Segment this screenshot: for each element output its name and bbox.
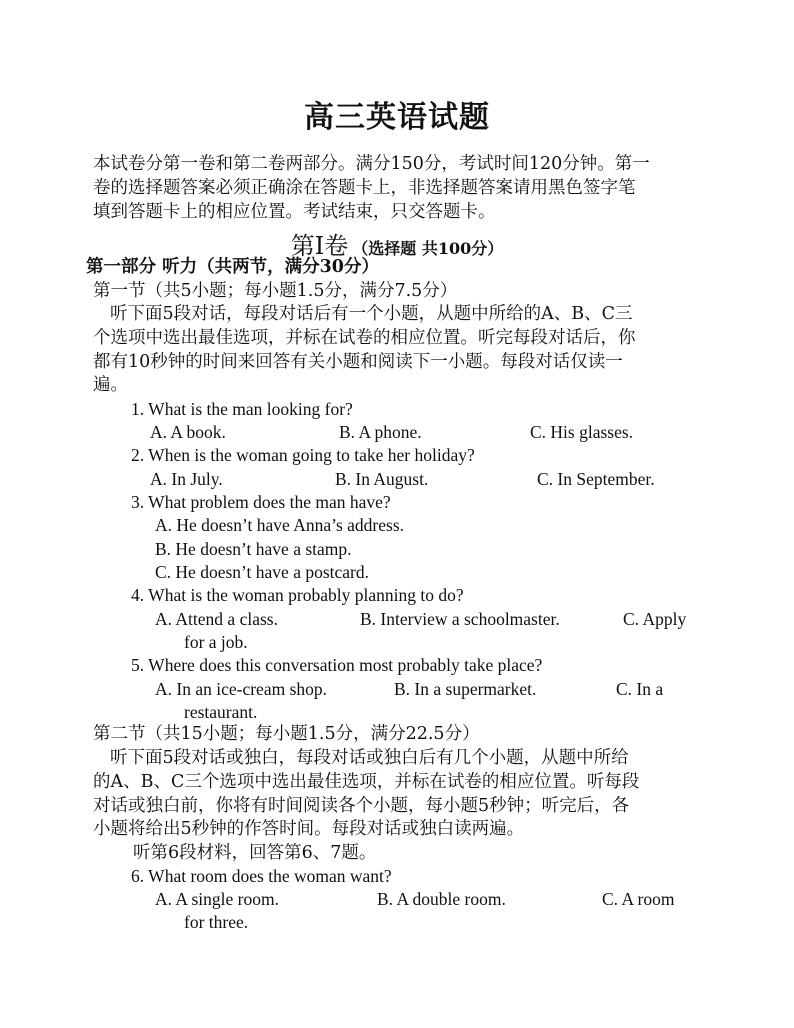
question-5-option-a: A. In an ice-cream shop. bbox=[155, 679, 328, 699]
section2-instruction-2: 的A、B、C三个选项中选出最佳选项，并标在试卷的相应位置。听每段 bbox=[93, 772, 640, 792]
question-2-option-c: C. In September. bbox=[537, 469, 655, 489]
question-5-option-b: B. In a supermarket. bbox=[394, 679, 537, 699]
volume-subtitle: （选择题 共100分） bbox=[352, 239, 504, 258]
question-6-stem: 6. What room does the woman want? bbox=[131, 866, 392, 886]
question-1-stem: 1. What is the man looking for? bbox=[131, 399, 353, 419]
section2-instruction-4: 小题将给出5秒钟的作答时间。每段对话或独白读两遍。 bbox=[93, 819, 525, 839]
question-2-option-a: A. In July. bbox=[150, 469, 223, 489]
question-1-option-b: B. A phone. bbox=[339, 422, 422, 442]
question-5-stem: 5. Where does this conversation most probably take place? bbox=[131, 655, 543, 675]
volume-title: 第Ⅰ卷 bbox=[290, 232, 349, 260]
question-2-option-b: B. In August. bbox=[335, 469, 429, 489]
question-4-option-c-continued: for a job. bbox=[184, 632, 248, 652]
section1-instruction-4: 遍。 bbox=[93, 375, 128, 395]
section2-instruction-3: 对话或独白前，你将有时间阅读各个小题，每小题5秒钟；听完后，各 bbox=[93, 796, 630, 816]
intro-line-3: 填到答题卡上的相应位置。考试结束，只交答题卡。 bbox=[93, 202, 496, 222]
question-5-option-c: C. In a bbox=[616, 679, 664, 699]
section1-instruction-2: 个选项中选出最佳选项，并标在试卷的相应位置。听完每段对话后，你 bbox=[93, 328, 636, 348]
section1-label: 第一节（共5小题；每小题1.5分，满分7.5分） bbox=[93, 281, 458, 301]
section2-label: 第二节（共15小题；每小题1.5分，满分22.5分） bbox=[93, 724, 480, 744]
part1-label: 第一部分 听力（共两节，满分30分） bbox=[86, 257, 379, 277]
intro-line-2: 卷的选择题答案必须正确涂在答题卡上，非选择题答案请用黑色签字笔 bbox=[93, 178, 636, 198]
question-6-option-a: A. A single room. bbox=[155, 889, 279, 909]
section1-instruction-3: 都有10秒钟的时间来回答有关小题和阅读下一小题。每段对话仅读一 bbox=[93, 352, 623, 372]
question-2-stem: 2. When is the woman going to take her holiday? bbox=[131, 445, 475, 465]
section1-instruction-1: 听下面5段对话，每段对话后有一个小题，从题中所给的A、B、C三 bbox=[110, 304, 633, 324]
question-6-option-b: B. A double room. bbox=[377, 889, 506, 909]
question-3-option-a: A. He doesn’t have Anna’s address. bbox=[155, 515, 404, 535]
page-title: 高三英语试题 bbox=[304, 100, 490, 135]
question-4-option-a: A. Attend a class. bbox=[155, 609, 278, 629]
question-6-option-c-continued: for three. bbox=[184, 912, 249, 932]
question-5-option-c-continued: restaurant. bbox=[184, 702, 258, 722]
question-6-option-c: C. A room bbox=[602, 889, 675, 909]
question-4-option-c: C. Apply bbox=[623, 609, 687, 629]
question-3-option-c: C. He doesn’t have a postcard. bbox=[155, 562, 369, 582]
question-4-stem: 4. What is the woman probably planning to do? bbox=[131, 585, 464, 605]
question-1-option-c: C. His glasses. bbox=[530, 422, 634, 442]
question-3-option-b: B. He doesn’t have a stamp. bbox=[155, 539, 352, 559]
section2-instruction-1: 听下面5段对话或独白，每段对话或独白后有几个小题，从题中所给 bbox=[110, 748, 629, 768]
question-4-option-b: B. Interview a schoolmaster. bbox=[360, 609, 560, 629]
intro-line-1: 本试卷分第一卷和第二卷两部分。满分150分，考试时间120分钟。第一 bbox=[93, 154, 650, 174]
material-6-instruction: 听第6段材料，回答第6、7题。 bbox=[133, 843, 377, 863]
question-1-option-a: A. A book. bbox=[150, 422, 226, 442]
question-3-stem: 3. What problem does the man have? bbox=[131, 492, 391, 512]
